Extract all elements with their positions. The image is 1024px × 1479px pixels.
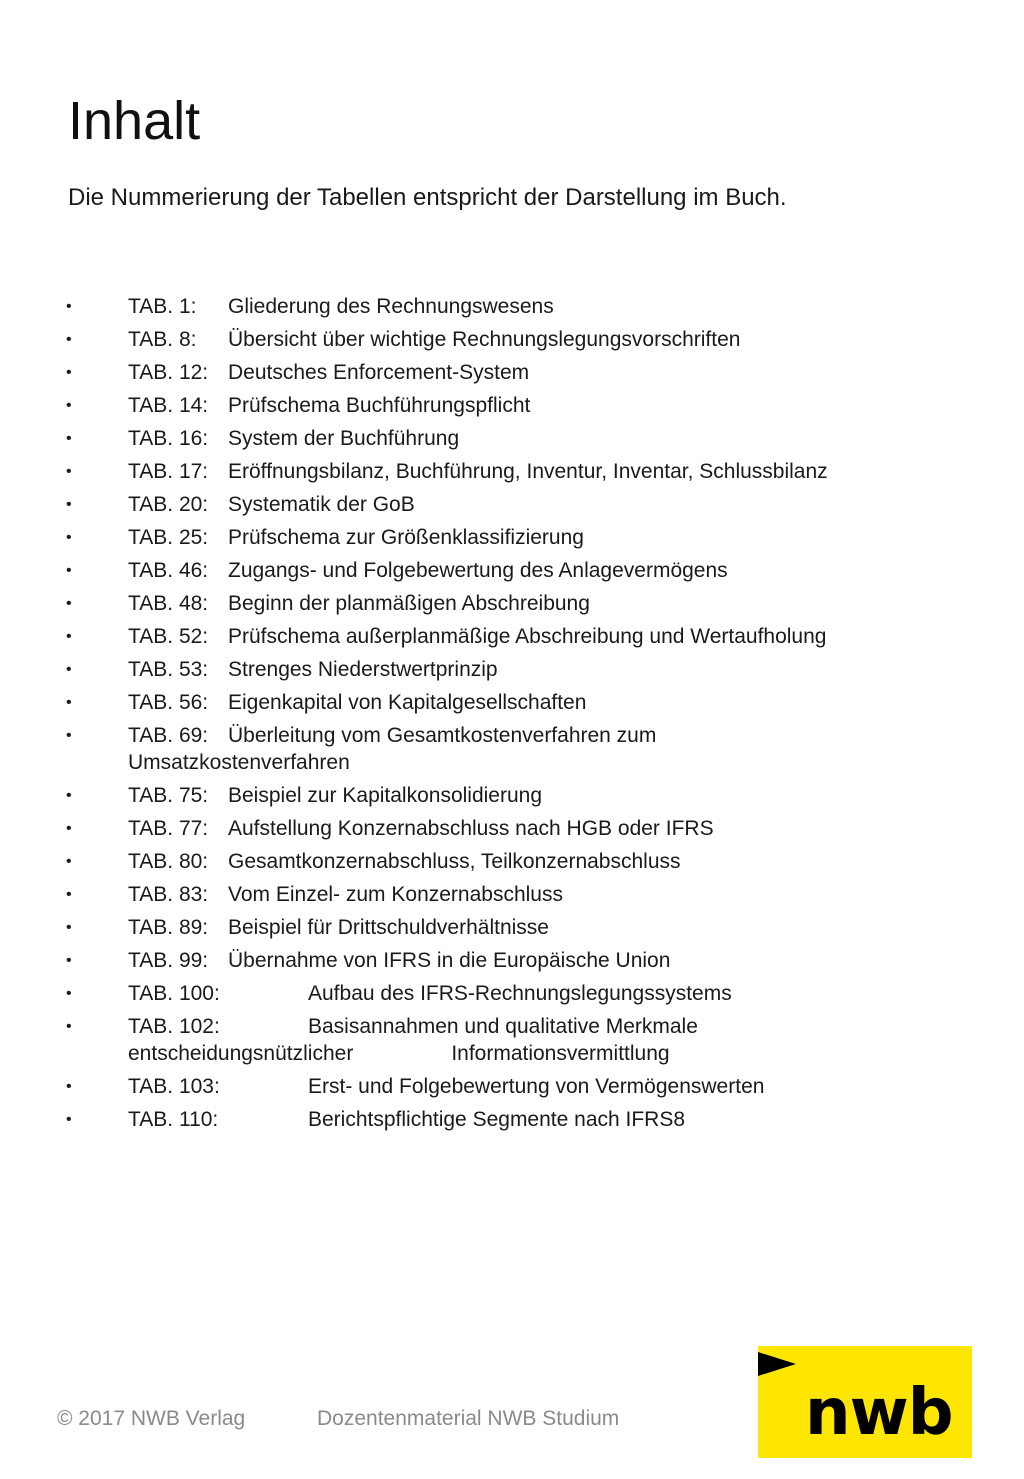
bullet-icon: • [66,727,72,744]
toc-tab-number: TAB. 103: [128,1075,220,1098]
bullet-icon: • [66,952,72,969]
logo-flag-icon [758,1352,796,1376]
toc-title: Prüfschema außerplanmäßige Abschreibung und Wertaufholung [228,625,827,648]
toc-item [0,656,1024,683]
toc-title: Beispiel zur Kapitalkonsolidierung [228,784,543,807]
toc-item [0,359,1024,386]
toc-tab-number: TAB. 110: [128,1108,219,1131]
bullet-icon: • [66,1018,72,1035]
bullet-icon: • [66,886,72,903]
page-title: Inhalt [68,91,201,151]
bullet-icon: • [66,562,72,579]
toc-item [0,425,1024,452]
bullet-icon: • [66,787,72,804]
toc-title: Aufbau des IFRS-Rechnungslegungssystems [308,982,732,1005]
toc-tab-number: TAB. 14: [128,394,209,417]
toc-tab-number: TAB. 46: [128,559,209,582]
bullet-icon: • [66,496,72,513]
toc-title: Gesamtkonzernabschluss, Teilkonzernabschluss [228,850,681,873]
bullet-icon: • [66,595,72,612]
toc-title: Aufstellung Konzernabschluss nach HGB oder IFRS [228,817,714,840]
toc-title: Berichtspflichtige Segmente nach IFRS8 [308,1108,686,1131]
toc-title: Strenges Niederstwertprinzip [228,658,498,681]
bullet-icon: • [66,331,72,348]
toc-tab-number: TAB. 25: [128,526,209,549]
bullet-icon: • [66,1078,72,1095]
toc-title: Deutsches Enforcement-System [228,361,530,384]
table-of-contents [0,293,1024,1139]
toc-title: Übernahme von IFRS in die Europäische Union [228,949,671,972]
toc-item [0,722,1024,776]
toc-item [0,1013,1024,1067]
toc-item [0,947,1024,974]
toc-tab-number: TAB. 48: [128,592,209,615]
toc-tab-number: TAB. 16: [128,427,209,450]
toc-title: Prüfschema zur Größenklassifizierung [228,526,584,549]
toc-title: Vom Einzel- zum Konzernabschluss [228,883,563,906]
toc-item [0,980,1024,1007]
toc-item [0,1073,1024,1100]
bullet-icon: • [66,529,72,546]
toc-item [0,782,1024,809]
bullet-icon: • [66,919,72,936]
toc-title: Beginn der planmäßigen Abschreibung [228,592,590,615]
logo-text: nwb [805,1376,953,1450]
bullet-icon: • [66,298,72,315]
nwb-logo [758,1346,972,1458]
toc-tab-number: TAB. 1: [128,295,197,318]
toc-tab-number: TAB. 100: [128,982,220,1005]
bullet-icon: • [66,364,72,381]
toc-item [0,491,1024,518]
bullet-icon: • [66,430,72,447]
bullet-icon: • [66,853,72,870]
bullet-icon: • [66,463,72,480]
toc-tab-number: TAB. 8: [128,328,197,351]
toc-title: Prüfschema Buchführungspflicht [228,394,531,417]
toc-tab-number: TAB. 53: [128,658,209,681]
toc-title: Erst- und Folgebewertung von Vermögenswerten [308,1075,765,1098]
toc-item [0,458,1024,485]
toc-title: Überleitung vom Gesamtkostenverfahren zum [228,724,657,747]
toc-title: Eigenkapital von Kapitalgesellschaften [228,691,587,714]
bullet-icon: • [66,397,72,414]
toc-tab-number: TAB. 69: [128,724,209,747]
toc-title: Beispiel für Drittschuldverhältnisse [228,916,549,939]
toc-title: Übersicht über wichtige Rechnungslegungsvorschriften [228,328,741,351]
toc-tab-number: TAB. 75: [128,784,209,807]
nwb-logo-graphic [758,1346,972,1458]
bullet-icon: • [66,820,72,837]
toc-tab-number: TAB. 20: [128,493,209,516]
toc-title-continued: Umsatzkostenverfahren [128,751,350,774]
toc-tab-number: TAB. 89: [128,916,209,939]
toc-title: Eröffnungsbilanz, Buchführung, Inventur, Inventar, Schlussbilanz [228,460,828,483]
toc-tab-number: TAB. 52: [128,625,209,648]
toc-item [0,1106,1024,1133]
toc-item [0,881,1024,908]
toc-item [0,326,1024,353]
toc-tab-number: TAB. 83: [128,883,209,906]
toc-title: Zugangs- und Folgebewertung des Anlagevermögens [228,559,728,582]
bullet-icon: • [66,985,72,1002]
toc-title: System der Buchführung [228,427,460,450]
toc-item [0,392,1024,419]
toc-title: Gliederung des Rechnungswesens [228,295,554,318]
toc-title-continued: Informationsvermittlung [451,1042,670,1065]
bullet-icon: • [66,628,72,645]
bullet-icon: • [66,694,72,711]
toc-item [0,914,1024,941]
footer-material: Dozentenmaterial NWB Studium [317,1407,620,1430]
toc-item [0,590,1024,617]
toc-title: Systematik der GoB [228,493,415,516]
toc-item [0,848,1024,875]
toc-item [0,689,1024,716]
toc-tab-number: TAB. 99: [128,949,209,972]
toc-item [0,293,1024,320]
toc-tab-number: TAB. 80: [128,850,209,873]
bullet-icon: • [66,1111,72,1128]
page-subtitle: Die Nummerierung der Tabellen entspricht der Darstellung im Buch. [68,184,787,211]
toc-title-continued: entscheidungsnützlicher [128,1042,354,1065]
toc-tab-number: TAB. 17: [128,460,209,483]
toc-tab-number: TAB. 56: [128,691,209,714]
footer-copyright: © 2017 NWB Verlag [57,1407,246,1430]
toc-tab-number: TAB. 102: [128,1015,220,1038]
toc-item [0,557,1024,584]
bullet-icon: • [66,661,72,678]
toc-item [0,623,1024,650]
toc-item [0,524,1024,551]
toc-item [0,815,1024,842]
toc-title: Basisannahmen und qualitative Merkmale [308,1015,698,1038]
toc-tab-number: TAB. 12: [128,361,209,384]
toc-tab-number: TAB. 77: [128,817,209,840]
